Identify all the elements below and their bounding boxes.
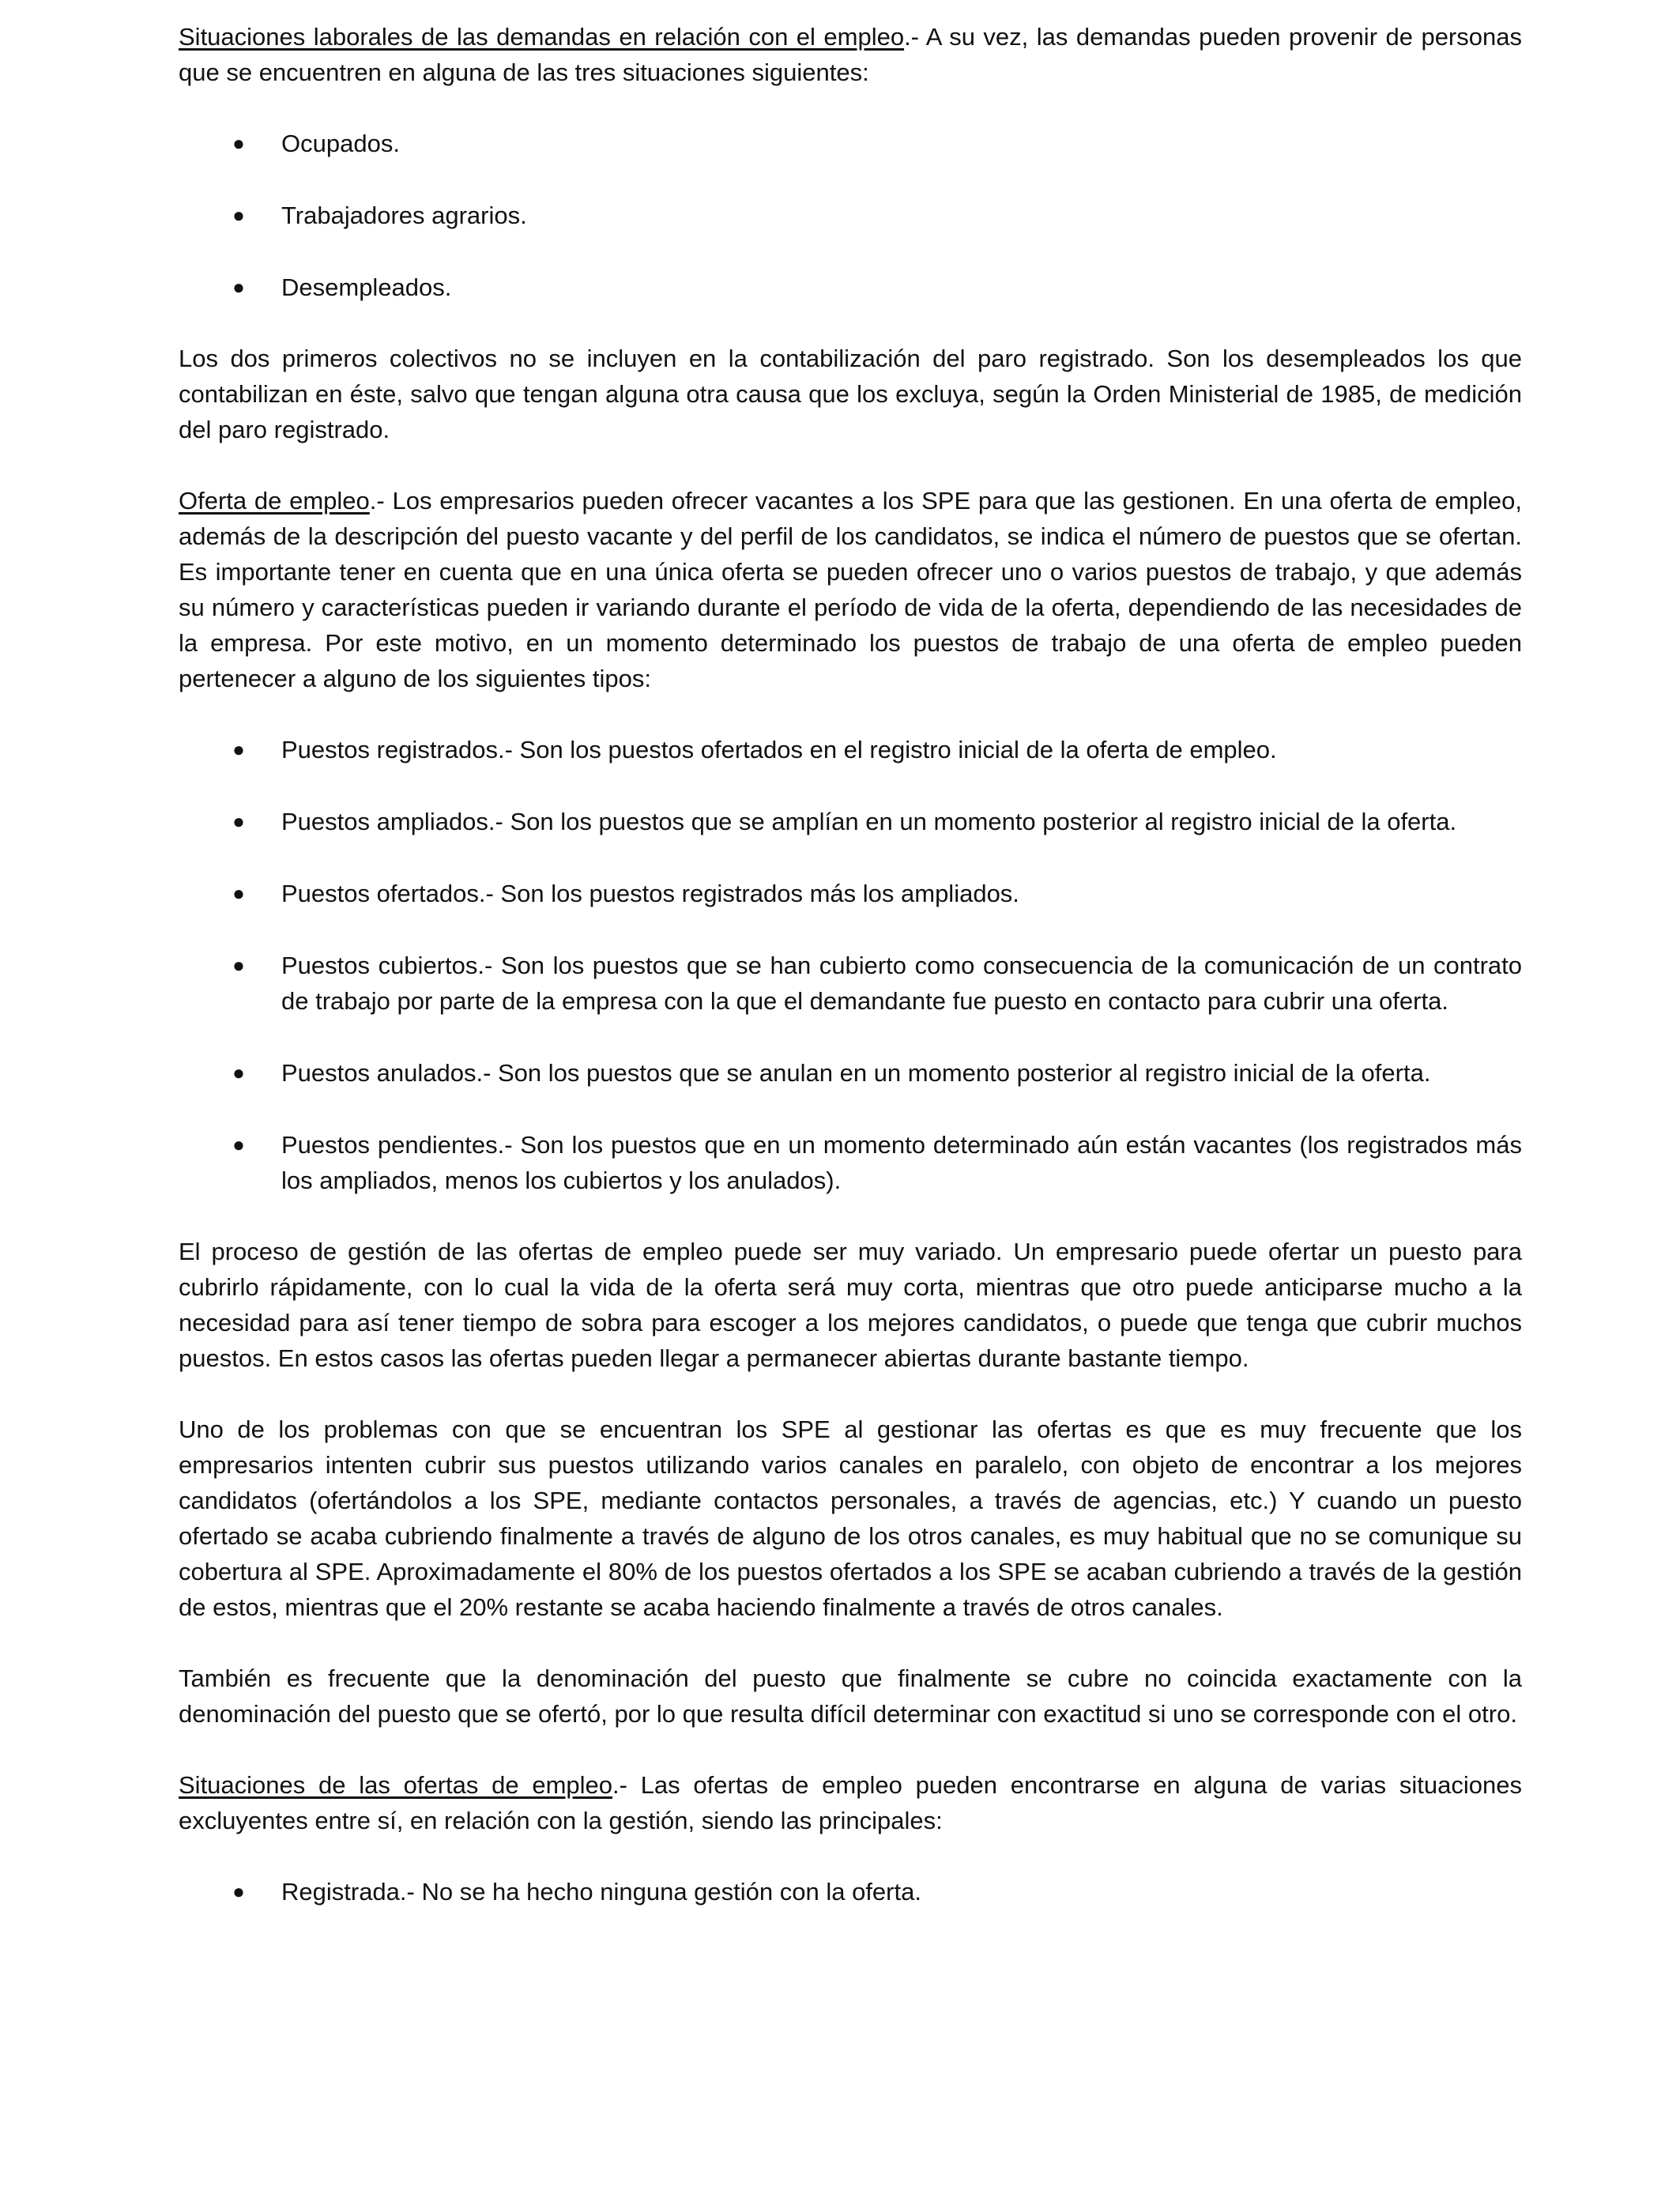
section-laborales-text: .- A su vez, las demandas pueden provenir de personas que se encuentren en alguna de las tres situaciones siguientes:	[179, 23, 1522, 86]
section-situaciones-ofertas-text: .- Las ofertas de empleo pueden encontrarse en alguna de varias situaciones excluyentes entre sí, en relación con la gestión, siendo las principales:	[179, 1771, 1522, 1834]
section-oferta-text: .- Los empresarios pueden ofrecer vacantes a los SPE para que las gestionen. En una oferta de empleo, además de la descripción del puesto vacante y del perfil de los candidatos, se indica el número de puestos que se ofertan. Es importante tener en cuenta que en una única oferta se pueden ofrecer uno o varios puestos de trabajo, y que además su número y características pueden ir variando durante el período de vida de la oferta, dependiendo de las necesidades de la empresa. Por este motivo, en un momento determinado los puestos de trabajo de una oferta de empleo pueden pertenecer a alguno de los siguientes tipos:	[179, 487, 1522, 692]
list-item: ● Puestos anulados.- Son los puestos que se anulan en un momento posterior al registro inicial de la oferta.	[179, 1055, 1522, 1091]
puestos-list	[179, 732, 1522, 1198]
bullet-icon: ●	[232, 953, 245, 977]
bullet-icon: ●	[232, 1133, 245, 1156]
bullet-icon: ●	[232, 881, 245, 905]
section-situaciones-ofertas-intro	[179, 1767, 1522, 1838]
situaciones-list	[179, 126, 1522, 305]
paragraph-paro-registrado: Los dos primeros colectivos no se incluyen en la contabilización del paro registrado. Son los desempleados los que contabilizan en éste, salvo que tengan alguna otra causa que los excluya, según la Orden Ministerial de 1985, de medición del paro registrado.	[179, 345, 1522, 443]
section-oferta-heading: Oferta de empleo	[179, 487, 370, 515]
bullet-icon: ●	[232, 1061, 245, 1084]
list-item: ● Puestos pendientes.- Son los puestos que en un momento determinado aún están vacantes (los registrados más los ampliados, menos los cubiertos y los anulados).	[179, 1127, 1522, 1198]
section-oferta-intro	[179, 483, 1522, 696]
paragraph-proceso-gestion: El proceso de gestión de las ofertas de empleo puede ser muy variado. Un empresario puede ofertar un puesto para cubrirlo rápidamente, con lo cual la vida de la oferta será muy corta, mientras que otro puede anticiparse mucho a la necesidad para así tener tiempo de sobra para escoger a los mejores candidatos, o puede que tenga que cubrir muchos puestos. En estos casos las ofertas pueden llegar a permanecer abiertas durante bastante tiempo.	[179, 1238, 1522, 1372]
situaciones-ofertas-list	[179, 1874, 1522, 1909]
list-item: ● Desempleados.	[179, 270, 1522, 305]
bullet-icon: ●	[232, 737, 245, 761]
bullet-icon: ●	[232, 131, 245, 155]
section-laborales-intro	[179, 19, 1522, 90]
section-laborales-heading: Situaciones laborales de las demandas en relación con el empleo	[179, 23, 905, 51]
list-item: ● Puestos ampliados.- Son los puestos que se amplían en un momento posterior al registro inicial de la oferta.	[179, 804, 1522, 839]
list-item: ● Puestos ofertados.- Son los puestos registrados más los ampliados.	[179, 876, 1522, 911]
document-page	[179, 19, 1522, 1945]
bullet-icon: ●	[232, 275, 245, 299]
section-situaciones-ofertas-heading: Situaciones de las ofertas de empleo	[179, 1771, 613, 1799]
paragraph-problemas-spe: Uno de los problemas con que se encuentran los SPE al gestionar las ofertas es que es muy frecuente que los empresarios intenten cubrir sus puestos utilizando varios canales en paralelo, con objeto de encontrar a los mejores candidatos (ofertándolos a los SPE, mediante contactos personales, a través de agencias, etc.) Y cuando un puesto ofertado se acaba cubriendo finalmente a través de alguno de los otros canales, es muy habitual que no se comunique su cobertura al SPE. Aproximadamente el 80% de los puestos ofertados a los SPE se acaban cubriendo a través de la gestión de estos, mientras que el 20% restante se acaba haciendo finalmente a través de otros canales.	[179, 1416, 1522, 1621]
list-item: ● Ocupados.	[179, 126, 1522, 161]
list-item: ● Puestos cubiertos.- Son los puestos que se han cubierto como consecuencia de la comunicación de un contrato de trabajo por parte de la empresa con la que el demandante fue puesto en contacto para cubrir una oferta.	[179, 948, 1522, 1019]
bullet-icon: ●	[232, 1879, 245, 1903]
paragraph-denominacion: También es frecuente que la denominación del puesto que finalmente se cubre no coincida exactamente con la denominación del puesto que se ofertó, por lo que resulta difícil determinar con exactitud si uno se corresponde con el otro.	[179, 1664, 1522, 1728]
bullet-icon: ●	[232, 203, 245, 227]
list-item: ● Trabajadores agrarios.	[179, 198, 1522, 233]
bullet-icon: ●	[232, 809, 245, 833]
list-item: ● Puestos registrados.- Son los puestos ofertados en el registro inicial de la oferta de empleo.	[179, 732, 1522, 767]
list-item: ● Registrada.- No se ha hecho ninguna gestión con la oferta.	[179, 1874, 1522, 1909]
